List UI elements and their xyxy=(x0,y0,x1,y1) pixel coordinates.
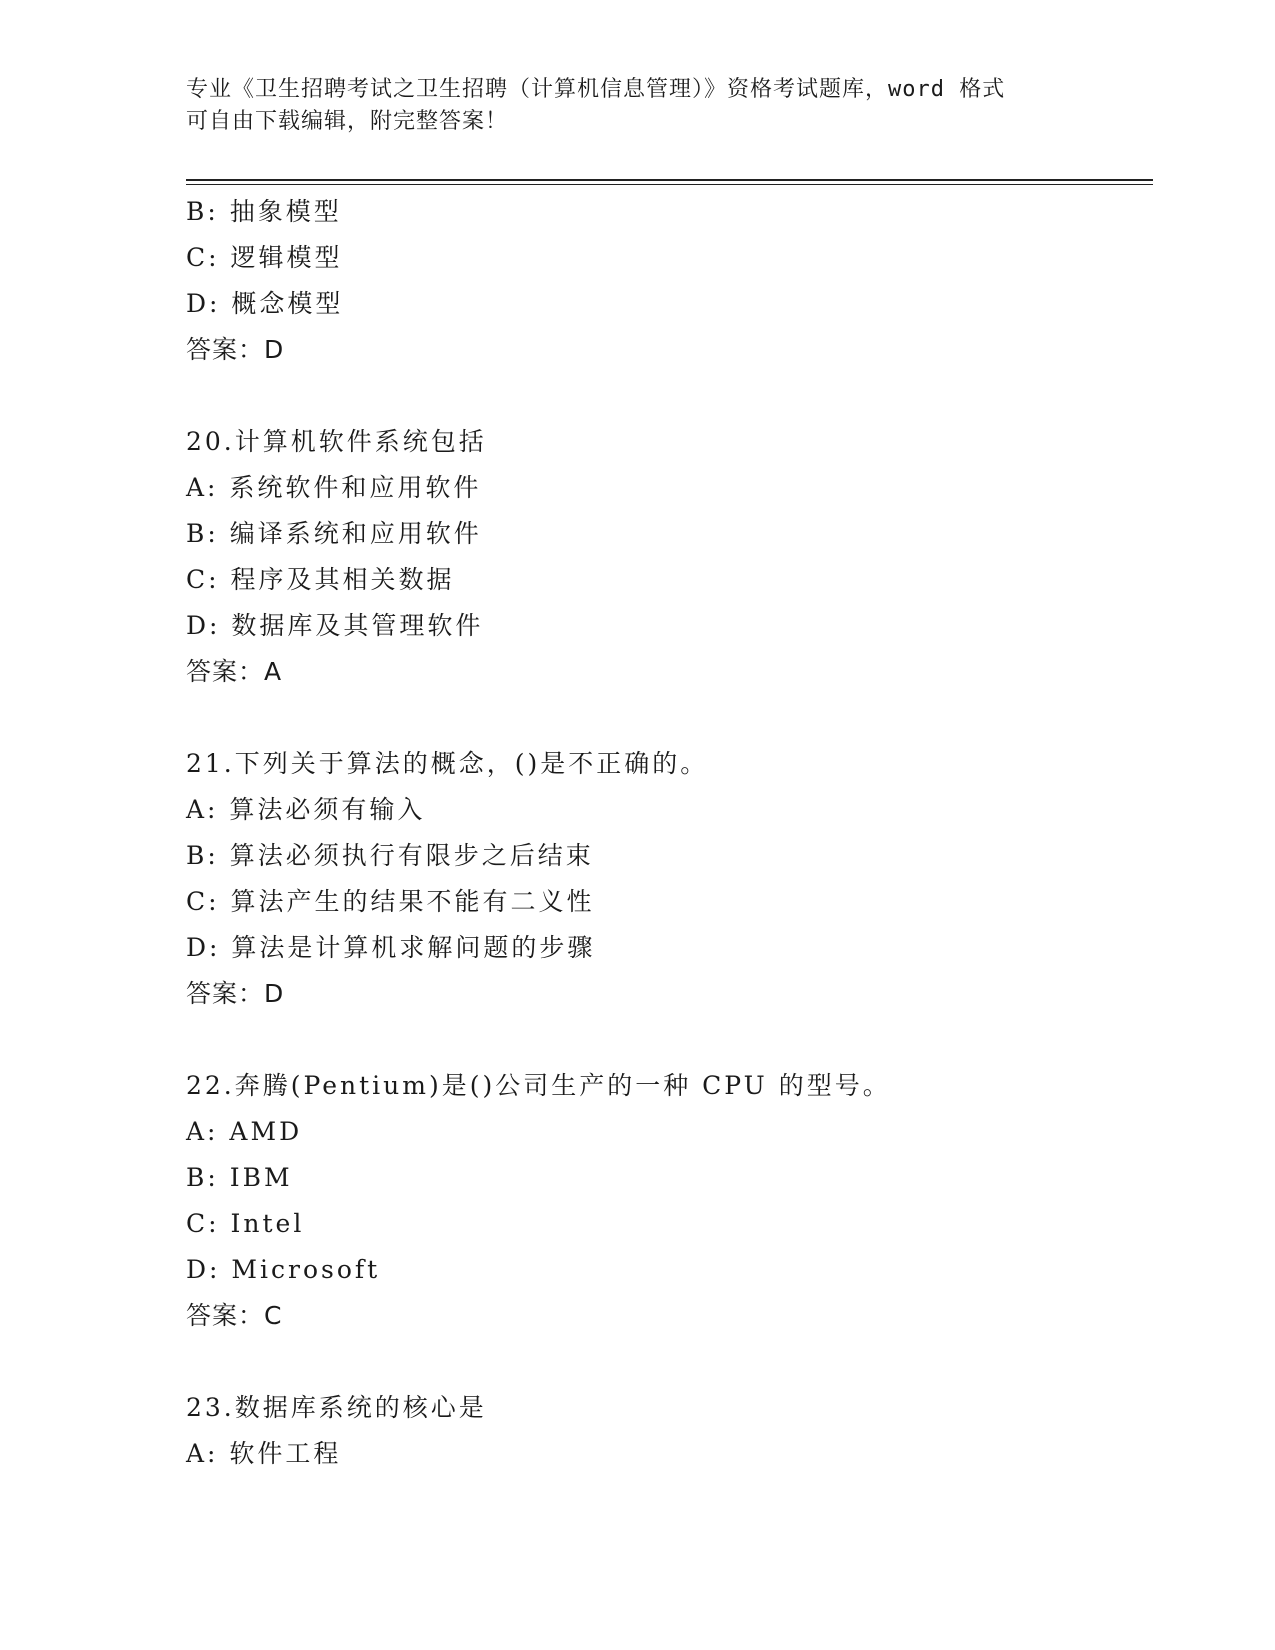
document-header xyxy=(186,74,1066,138)
spacer xyxy=(186,373,1146,419)
option-b: B: 抽象模型 xyxy=(186,197,342,226)
option-d: D: Microsoft xyxy=(186,1255,381,1284)
question-23 xyxy=(186,1385,1146,1477)
question-20 xyxy=(186,419,1146,695)
option-c: C: Intel xyxy=(186,1209,305,1238)
answer: 答案：D xyxy=(186,979,285,1008)
question-stem: 20.计算机软件系统包括 xyxy=(186,427,487,456)
option-a: A: 算法必须有输入 xyxy=(186,795,426,824)
question-19-continued xyxy=(186,189,1146,373)
spacer xyxy=(186,1017,1146,1063)
option-d: D: 算法是计算机求解问题的步骤 xyxy=(186,933,596,962)
option-d: D: 概念模型 xyxy=(186,289,344,318)
spacer xyxy=(186,1339,1146,1385)
option-b: B: IBM xyxy=(186,1163,293,1192)
option-a: A: 系统软件和应用软件 xyxy=(186,473,482,502)
answer: 答案：A xyxy=(186,657,283,686)
question-list xyxy=(186,189,1146,1477)
option-c: C: 算法产生的结果不能有二义性 xyxy=(186,887,595,916)
question-stem: 21.下列关于算法的概念，()是不正确的。 xyxy=(186,749,709,778)
option-b: B: 算法必须执行有限步之后结束 xyxy=(186,841,594,870)
option-a: A: 软件工程 xyxy=(186,1439,342,1468)
header-line-2: 可自由下载编辑，附完整答案！ xyxy=(186,109,509,134)
question-22 xyxy=(186,1063,1146,1339)
header-divider-thick xyxy=(186,179,1153,181)
option-c: C: 逻辑模型 xyxy=(186,243,343,272)
answer: 答案：D xyxy=(186,335,285,364)
header-divider-thin xyxy=(186,184,1153,185)
question-stem: 22.奔腾(Pentium)是()公司生产的一种 CPU 的型号。 xyxy=(186,1071,891,1100)
answer: 答案：C xyxy=(186,1301,283,1330)
option-c: C: 程序及其相关数据 xyxy=(186,565,455,594)
option-d: D: 数据库及其管理软件 xyxy=(186,611,484,640)
option-a: A: AMD xyxy=(186,1117,303,1146)
question-21 xyxy=(186,741,1146,1017)
spacer xyxy=(186,695,1146,741)
option-b: B: 编译系统和应用软件 xyxy=(186,519,482,548)
header-line-1: 专业《卫生招聘考试之卫生招聘（计算机信息管理）》资格考试题库，word 格式 xyxy=(186,77,1006,102)
question-stem: 23.数据库系统的核心是 xyxy=(186,1393,487,1422)
